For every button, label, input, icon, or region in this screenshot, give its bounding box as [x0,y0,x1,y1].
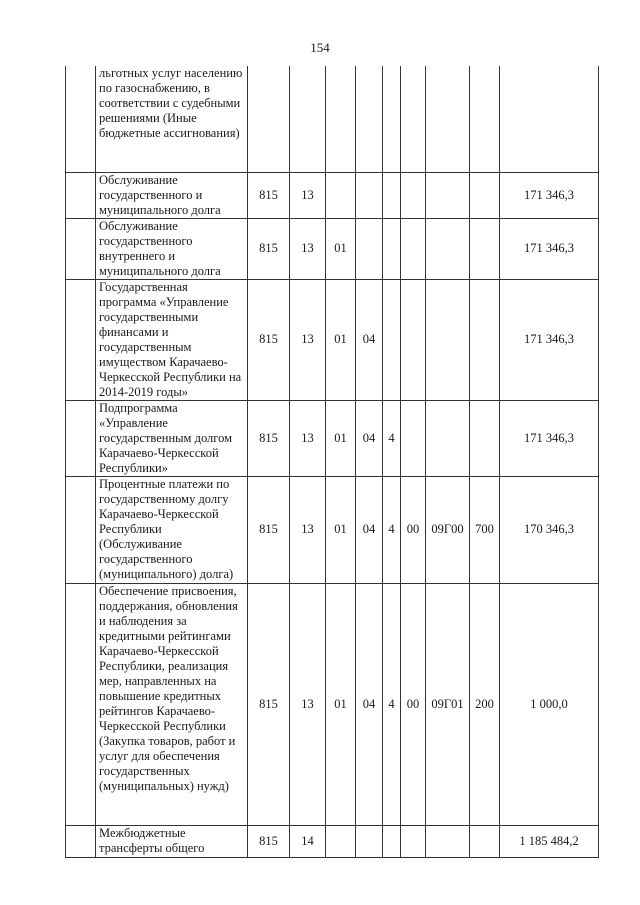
row-name: льготных услуг населению по газоснабжению, в соответствии с судебными решениями (Иные бюджетные ассигнования) [96,66,248,172]
row-name: Государственная программа «Управление государственными финансами и государственным имуществом Карачаево-Черкесской Республики на 2014-2019 годы» [96,279,248,400]
nr-cell [426,218,470,279]
vr-cell [470,400,500,476]
pp-cell [383,172,401,218]
row-number-cell [66,825,96,857]
gp-cell: 04 [356,400,383,476]
om-cell: 00 [401,476,426,583]
pp-cell [383,218,401,279]
row-number-cell [66,218,96,279]
vr-cell: 700 [470,476,500,583]
pp-cell [383,66,401,172]
table-row [66,476,599,583]
row-number-cell [66,583,96,825]
gp-cell [356,172,383,218]
vr-cell [470,172,500,218]
rz-cell: 13 [290,172,326,218]
pr-cell [326,66,356,172]
pr-cell: 01 [326,279,356,400]
vr-cell: 200 [470,583,500,825]
rz-cell: 13 [290,583,326,825]
row-number-cell [66,279,96,400]
sum-cell [500,66,599,172]
pp-cell: 4 [383,476,401,583]
pp-cell: 4 [383,400,401,476]
ved-cell: 815 [248,218,290,279]
sum-cell: 1 185 484,2 [500,825,599,857]
row-number-cell [66,66,96,172]
row-name: Межбюджетные трансферты общего [96,825,248,857]
gp-cell: 04 [356,279,383,400]
sum-cell: 1 000,0 [500,583,599,825]
nr-cell [426,279,470,400]
nr-cell [426,172,470,218]
table-row [66,400,599,476]
sum-cell: 171 346,3 [500,400,599,476]
pr-cell: 01 [326,400,356,476]
pr-cell [326,172,356,218]
rz-cell: 13 [290,476,326,583]
pp-cell [383,825,401,857]
page-number: 154 [310,40,330,55]
vr-cell [470,66,500,172]
rz-cell: 13 [290,218,326,279]
rz-cell: 13 [290,279,326,400]
budget-table [65,66,599,858]
row-name: Обслуживание государственного внутреннего и муниципального долга [96,218,248,279]
nr-cell: 09Г00 [426,476,470,583]
table-row [66,66,599,172]
sum-cell: 171 346,3 [500,279,599,400]
row-number-cell [66,400,96,476]
row-number-cell [66,476,96,583]
pr-cell: 01 [326,476,356,583]
om-cell [401,279,426,400]
row-name: Процентные платежи по государственному долгу Карачаево-Черкесской Республики (Обслуживание государственного (муниципального) долга) [96,476,248,583]
om-cell [401,400,426,476]
vr-cell [470,218,500,279]
om-cell: 00 [401,583,426,825]
nr-cell [426,66,470,172]
pr-cell: 01 [326,583,356,825]
gp-cell [356,66,383,172]
ved-cell: 815 [248,583,290,825]
gp-cell: 04 [356,583,383,825]
table-row [66,218,599,279]
nr-cell [426,825,470,857]
nr-cell [426,400,470,476]
ved-cell [248,66,290,172]
pp-cell: 4 [383,583,401,825]
om-cell [401,825,426,857]
rz-cell: 14 [290,825,326,857]
table-row [66,825,599,857]
vr-cell [470,825,500,857]
ved-cell: 815 [248,825,290,857]
pr-cell: 01 [326,218,356,279]
row-name: Обслуживание государственного и муниципального долга [96,172,248,218]
om-cell [401,172,426,218]
row-number-cell [66,172,96,218]
rz-cell: 13 [290,400,326,476]
om-cell [401,66,426,172]
row-name: Обеспечение присвоения, поддержания, обновления и наблюдения за кредитными рейтингами Карачаево-Черкесской Республики, реализация мер, направленных на повышение кредитных рейтингов Карачаево-Черкесской Республики (Закупка товаров, работ и услуг для обеспечения государственных (муниципальных) нужд) [96,583,248,825]
sum-cell: 170 346,3 [500,476,599,583]
sum-cell: 171 346,3 [500,172,599,218]
nr-cell: 09Г01 [426,583,470,825]
table-row [66,279,599,400]
sum-cell: 171 346,3 [500,218,599,279]
vr-cell [470,279,500,400]
row-name: Подпрограмма «Управление государственным долгом Карачаево-Черкесской Республики» [96,400,248,476]
ved-cell: 815 [248,476,290,583]
ved-cell: 815 [248,400,290,476]
gp-cell [356,825,383,857]
pp-cell [383,279,401,400]
ved-cell: 815 [248,172,290,218]
gp-cell [356,218,383,279]
gp-cell: 04 [356,476,383,583]
om-cell [401,218,426,279]
table-row [66,172,599,218]
table-row [66,583,599,825]
pr-cell [326,825,356,857]
rz-cell [290,66,326,172]
ved-cell: 815 [248,279,290,400]
